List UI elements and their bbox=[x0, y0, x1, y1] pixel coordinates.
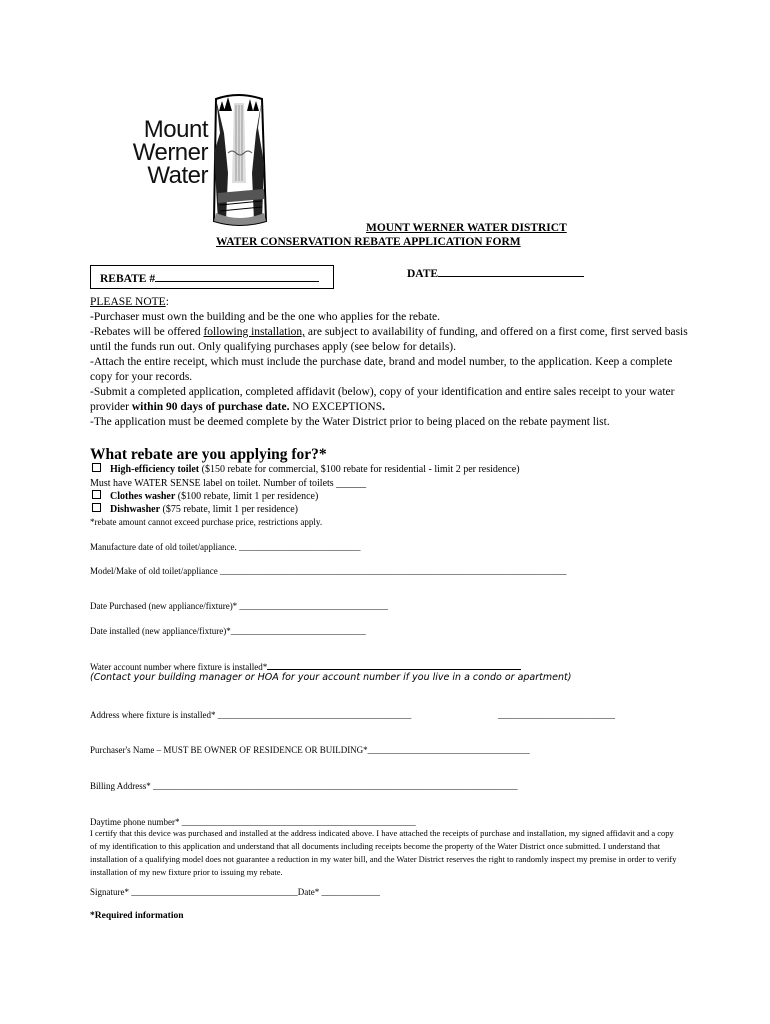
dishwasher-checkbox[interactable] bbox=[92, 503, 101, 512]
dishwasher-label: Dishwasher bbox=[110, 504, 161, 515]
washer-label: Clothes washer bbox=[110, 491, 176, 502]
district-title: MOUNT WERNER WATER DISTRICT bbox=[366, 222, 567, 234]
model-make-field[interactable]: Model/Make of old toilet/appliance _____________________________________________________________________________ bbox=[90, 566, 567, 576]
date-purchased-field[interactable]: Date Purchased (new appliance/fixture)* _________________________________ bbox=[90, 601, 388, 611]
account-number-line bbox=[267, 660, 521, 670]
toilet-detail: ($150 rebate for commercial, $100 rebate for residential - limit 2 per residence) bbox=[199, 464, 520, 475]
address-extra-field[interactable]: __________________________ bbox=[498, 710, 615, 720]
note-line-2 bbox=[90, 325, 690, 355]
rebate-question-heading: What rebate are you applying for?* bbox=[90, 446, 327, 463]
rebate-number-line bbox=[155, 271, 319, 282]
dishwasher-detail: ($75 rebate, limit 1 per residence) bbox=[160, 504, 299, 515]
washer-checkbox[interactable] bbox=[92, 490, 101, 499]
please-note-colon: : bbox=[165, 296, 169, 308]
logo-line-2: Werner bbox=[132, 139, 208, 166]
purchaser-name-field[interactable]: Purchaser's Name – MUST BE OWNER OF RESIDENCE OR BUILDING*____________________________________ bbox=[90, 745, 530, 755]
note-line-2-pre: -Rebates will be offered bbox=[90, 326, 204, 338]
date-installed-field[interactable]: Date installed (new appliance/fixture)*______________________________ bbox=[90, 626, 366, 636]
please-note-heading: PLEASE NOTE bbox=[90, 296, 166, 308]
please-note-section bbox=[90, 295, 690, 430]
note-line-2-post: are subject to availability of funding, and offered on a first come, first served basis until the funds run out. Only qualifying purchases apply (see below for details). bbox=[90, 326, 688, 353]
signature-date-field[interactable]: Signature* _____________________________________Date* _____________ bbox=[90, 887, 380, 897]
note-line-2-underlined: following installation, bbox=[203, 326, 306, 338]
note-line-4-post: NO EXCEPTIONS bbox=[289, 401, 383, 413]
note-line-4 bbox=[90, 385, 690, 415]
date-line bbox=[438, 266, 584, 277]
logo-line-3: Water bbox=[147, 162, 208, 189]
option-toilet[interactable] bbox=[92, 463, 520, 476]
account-number-label: Water account number where fixture is installed* bbox=[90, 662, 268, 672]
account-number-hint: (Contact your building manager or HOA for your account number if you live in a condo or apartment) bbox=[90, 672, 572, 683]
address-field[interactable]: Address where fixture is installed* ___________________________________________ bbox=[90, 710, 412, 720]
note-line-1: -Purchaser must own the building and be the one who applies for the rebate. bbox=[90, 311, 441, 323]
rebate-footnote: *rebate amount cannot exceed purchase price, restrictions apply. bbox=[90, 517, 323, 527]
note-line-4-end: . bbox=[382, 401, 385, 413]
note-line-5: -The application must be deemed complete by the Water District prior to being placed on the rebate payment list. bbox=[90, 416, 610, 428]
daytime-phone-field[interactable]: Daytime phone number* ____________________________________________________ bbox=[90, 817, 416, 827]
note-line-4-pre: -Submit a completed application, completed affidavit (below), copy of your identification and entire sales receipt to your water provider bbox=[90, 386, 675, 413]
option-dishwasher[interactable] bbox=[92, 503, 298, 516]
note-line-3: -Attach the entire receipt, which must include the purchase date, brand and model number, to the application. Keep a complete copy for your records. bbox=[90, 356, 673, 383]
rebate-label: REBATE # bbox=[100, 273, 156, 285]
toilet-checkbox[interactable] bbox=[92, 463, 101, 472]
date-label: DATE bbox=[407, 268, 439, 280]
required-info-note: *Required information bbox=[90, 911, 184, 921]
waterfall-logo-image bbox=[206, 93, 272, 228]
certification-statement: I certify that this device was purchased and installed at the address indicated above. I have attached the receipts of purchase and installation, my signed affidavit and a copy of my identification to this application and understand that all documents including receipts become the property of the Water District once submitted. I understand that installation of a qualifying model does not guarantee a reduction in my water bill, and the Water District reserves the right to randomly inspect my premise in order to verify installation of my new fixture prior to issuing my rebate. bbox=[90, 828, 677, 877]
form-title: WATER CONSERVATION REBATE APPLICATION FORM bbox=[216, 236, 521, 248]
billing-address-field[interactable]: Billing Address* _________________________________________________________________________________ bbox=[90, 781, 518, 791]
toilet-label: High-efficiency toilet bbox=[110, 464, 200, 475]
option-clothes-washer[interactable] bbox=[92, 490, 318, 503]
manufacture-date-field[interactable]: Manufacture date of old toilet/appliance. ___________________________ bbox=[90, 542, 361, 552]
logo-wordmark bbox=[112, 118, 208, 187]
logo-line-1: Mount bbox=[143, 116, 208, 143]
date-field[interactable] bbox=[407, 266, 584, 280]
washer-detail: ($100 rebate, limit 1 per residence) bbox=[175, 491, 319, 502]
rebate-number-field[interactable] bbox=[100, 271, 319, 285]
note-line-4-bold: within 90 days of purchase date. bbox=[131, 401, 290, 413]
watersense-line: Must have WATER SENSE label on toilet. Number of toilets ______ bbox=[90, 478, 367, 489]
account-number-field[interactable] bbox=[90, 660, 521, 672]
